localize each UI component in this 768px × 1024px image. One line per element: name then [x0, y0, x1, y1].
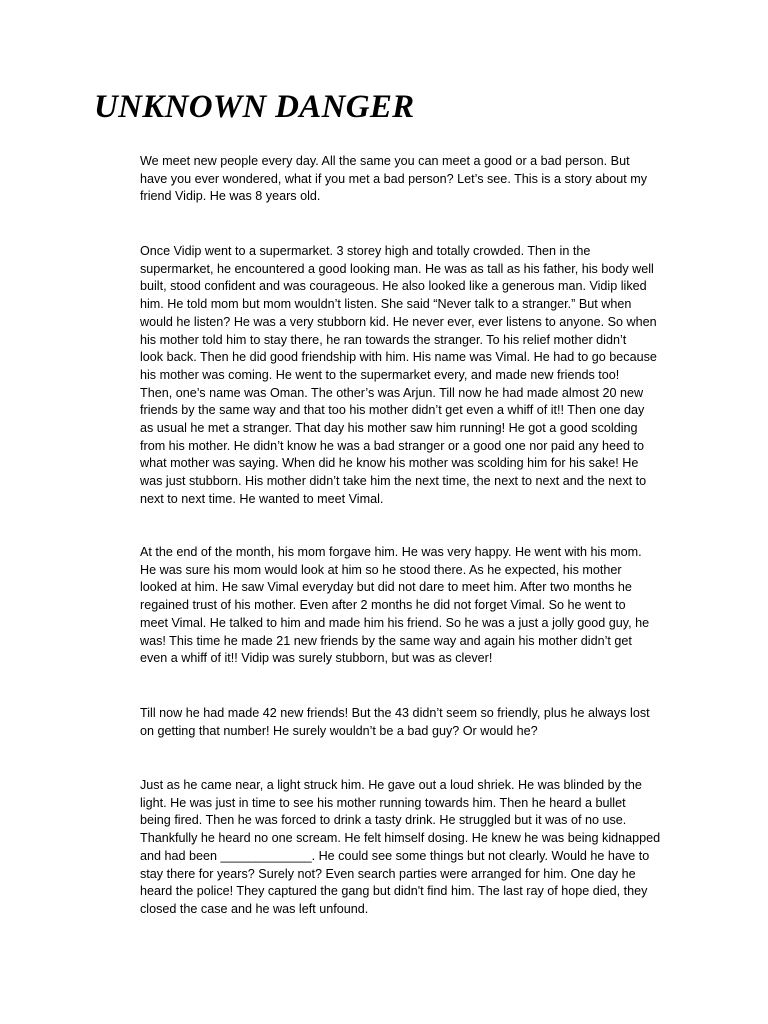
paragraph-line: on getting that number! He surely wouldn’t be a bad guy? Or would he?: [140, 723, 538, 738]
paragraph-line: was! This time he made 21 new friends by the same way and again his mother didn’t get: [140, 633, 632, 648]
paragraph-line: closed the case and he was left unfound.: [140, 901, 369, 916]
paragraph-3: [140, 544, 680, 668]
paragraph-line: have you ever wondered, what if you met a bad person? Let’s see. This is a story about my: [140, 171, 648, 186]
paragraph-line: next to next time. He wanted to meet Vimal.: [140, 491, 384, 506]
paragraph-line: built, stood confident and was courageous. He also looked like a generous man. Vidip liked: [140, 279, 647, 294]
paragraph-4: [140, 705, 680, 740]
paragraph-line: meet Vimal. He talked to him and made him his friend. So he was a just a jolly good guy, he: [140, 615, 650, 630]
paragraph-line: and had been _____________. He could see some things but not clearly. Would he have to: [140, 848, 650, 863]
paragraph-line: Thankfully he heard no one scream. He felt himself dosing. He knew he was being kidnapped: [140, 831, 661, 846]
paragraph-2: [140, 243, 680, 509]
paragraph-line: even a whiff of it!! Vidip was surely stubborn, but was as clever!: [140, 651, 493, 666]
paragraph-line: was just stubborn. His mother didn’t take him the next time, the next to next and the next to: [140, 474, 647, 489]
paragraph-line: him. He told mom but mom wouldn’t listen. She said “Never talk to a stranger.” But when: [140, 297, 632, 312]
paragraph-line: friends by the same way and that too his mother didn’t get even a whiff of it!! Then one day: [140, 403, 645, 418]
paragraph-line: what mother was saying. When did he know his mother was scolding him for his sake! He: [140, 456, 639, 471]
paragraph-line: his mother was coming. He went to the supermarket every, and made new friends too!: [140, 367, 620, 382]
paragraph-line: look back. Then he did good friendship with him. His name was Vimal. He had to go because: [140, 350, 657, 365]
paragraph-line: He was sure his mom would look at him so he stood there. As he expected, his mother: [140, 562, 622, 577]
paragraph-line: We meet new people every day. All the same you can meet a good or a bad person. But: [140, 154, 630, 168]
paragraph-line: would he listen? He was a very stubborn kid. He never ever, ever listens to anyone. So when: [140, 314, 657, 329]
paragraph-5: [140, 777, 680, 919]
paragraph-line: Till now he had made 42 new friends! But the 43 didn’t seem so friendly, plus he always lost: [140, 706, 650, 720]
paragraph-line: Just as he came near, a light struck him. He gave out a loud shriek. He was blinded by the: [140, 778, 642, 792]
paragraph-line: stay there for years? Surely not? Even search parties were arranged for him. One day he: [140, 866, 636, 881]
paragraph-line: being fired. Then he was forced to drink a tasty drink. He struggled but it was of no use.: [140, 813, 627, 828]
document-title: UNKNOWN DANGER: [94, 89, 415, 125]
paragraph-line: Once Vidip went to a supermarket. 3 storey high and totally crowded. Then in the: [140, 244, 591, 258]
paragraph-line: his mother told him to stay there, he ran towards the stranger. To his relief mother didn’t: [140, 332, 627, 347]
paragraph-line: looked at him. He saw Vimal everyday but did not dare to meet him. After two months he: [140, 580, 632, 595]
paragraph-line: supermarket, he encountered a good looking man. He was as tall as his father, his body well: [140, 261, 654, 276]
paragraph-line: light. He was just in time to see his mother running towards him. Then he heard a bullet: [140, 795, 626, 810]
paragraph-line: friend Vidip. He was 8 years old.: [140, 189, 321, 204]
paragraph-line: from his mother. He didn’t know he was a bad stranger or a good one nor paid any heed to: [140, 438, 645, 453]
paragraph-1: [140, 153, 680, 206]
paragraph-line: as usual he met a stranger. That day his mother saw him running! He got a good scolding: [140, 421, 638, 436]
paragraph-line: heard the police! They captured the gang but didn't find him. The last ray of hope died, they: [140, 884, 648, 899]
paragraph-line: Then, one’s name was Oman. The other’s was Arjun. Till now he had made almost 20 new: [140, 385, 644, 400]
paragraph-line: At the end of the month, his mom forgave him. He was very happy. He went with his mom.: [140, 545, 642, 559]
paragraph-line: regained trust of his mother. Even after 2 months he did not forget Vimal. So he went to: [140, 598, 626, 613]
